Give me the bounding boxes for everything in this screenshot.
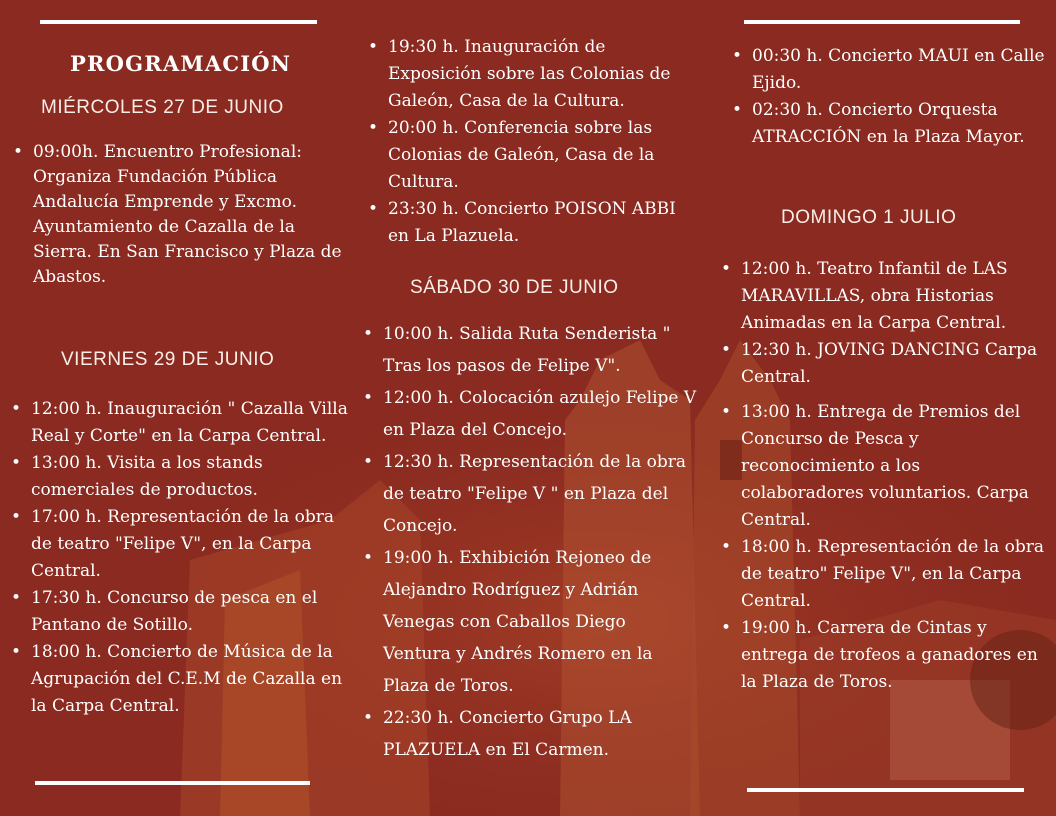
list-item: • 12:30 h. JOVING DANCING Carpa Central. bbox=[720, 337, 1046, 391]
list-item: • 22:30 h. Concierto Grupo LA PLAZUELA en El Carmen. bbox=[362, 702, 697, 766]
list-item: • 13:00 h. Entrega de Premios del Concurso de Pesca y reconocimiento a los colaboradores voluntarios. Carpa Central. bbox=[720, 399, 1046, 534]
divider-bottom-right bbox=[747, 788, 1024, 792]
day-heading-saturday: SÁBADO 30 DE JUNIO bbox=[410, 277, 619, 298]
list-item: • 17:30 h. Concurso de pesca en el Pantano de Sotillo. bbox=[10, 585, 350, 639]
thursday-late-event-list bbox=[367, 34, 692, 250]
list-item: • 12:00 h. Teatro Infantil de LAS MARAVILLAS, obra Historias Animadas en la Carpa Central. bbox=[720, 256, 1046, 337]
saturday-late-event-list bbox=[731, 43, 1046, 151]
list-item: • 12:00 h. Inauguración " Cazalla Villa Real y Corte" en la Carpa Central. bbox=[10, 396, 350, 450]
divider-bottom-left bbox=[35, 781, 310, 785]
list-item: • 20:00 h. Conferencia sobre las Colonias de Galeón, Casa de la Cultura. bbox=[367, 115, 692, 196]
list-item: • 09:00h. Encuentro Profesional: Organiza Fundación Pública Andalucía Emprende y Excmo. Ayuntamiento de Cazalla de la Sierra. En San Francisco y Plaza de Abastos. bbox=[12, 140, 342, 290]
sunday-event-list bbox=[720, 256, 1046, 696]
divider-top-left bbox=[40, 20, 317, 24]
list-item: • 19:00 h. Exhibición Rejoneo de Alejandro Rodríguez y Adrián Venegas con Caballos Diego Ventura y Andrés Romero en la Plaza de Toros. bbox=[362, 542, 697, 702]
page-title: PROGRAMACIÓN bbox=[70, 51, 292, 76]
list-item: • 02:30 h. Concierto Orquesta ATRACCIÓN en la Plaza Mayor. bbox=[731, 97, 1046, 151]
day-heading-friday: VIERNES 29 DE JUNIO bbox=[61, 349, 275, 370]
divider-top-right bbox=[744, 20, 1020, 24]
list-item: • 23:30 h. Concierto POISON ABBI en La Plazuela. bbox=[367, 196, 692, 250]
friday-event-list bbox=[10, 396, 350, 720]
list-item: • 18:00 h. Representación de la obra de teatro" Felipe V", en la Carpa Central. bbox=[720, 534, 1046, 615]
list-item: • 00:30 h. Concierto MAUI en Calle Ejido. bbox=[731, 43, 1046, 97]
list-item: • 12:30 h. Representación de la obra de teatro "Felipe V " en Plaza del Concejo. bbox=[362, 446, 697, 542]
list-item: • 12:00 h. Colocación azulejo Felipe V en Plaza del Concejo. bbox=[362, 382, 697, 446]
list-item: • 10:00 h. Salida Ruta Senderista " Tras los pasos de Felipe V". bbox=[362, 318, 697, 382]
list-item: • 19:00 h. Carrera de Cintas y entrega de trofeos a ganadores en la Plaza de Toros. bbox=[720, 615, 1046, 696]
list-item: • 17:00 h. Representación de la obra de teatro "Felipe V", en la Carpa Central. bbox=[10, 504, 350, 585]
day-heading-sunday: DOMINGO 1 JULIO bbox=[781, 207, 957, 228]
list-item: • 19:30 h. Inauguración de Exposición sobre las Colonias de Galeón, Casa de la Cultura. bbox=[367, 34, 692, 115]
saturday-event-list bbox=[362, 318, 697, 766]
day-heading-wednesday: MIÉRCOLES 27 DE JUNIO bbox=[41, 97, 284, 118]
wednesday-event-list bbox=[12, 140, 342, 290]
list-item: • 18:00 h. Concierto de Música de la Agrupación del C.E.M de Cazalla en la Carpa Central. bbox=[10, 639, 350, 720]
list-item: • 13:00 h. Visita a los stands comerciales de productos. bbox=[10, 450, 350, 504]
